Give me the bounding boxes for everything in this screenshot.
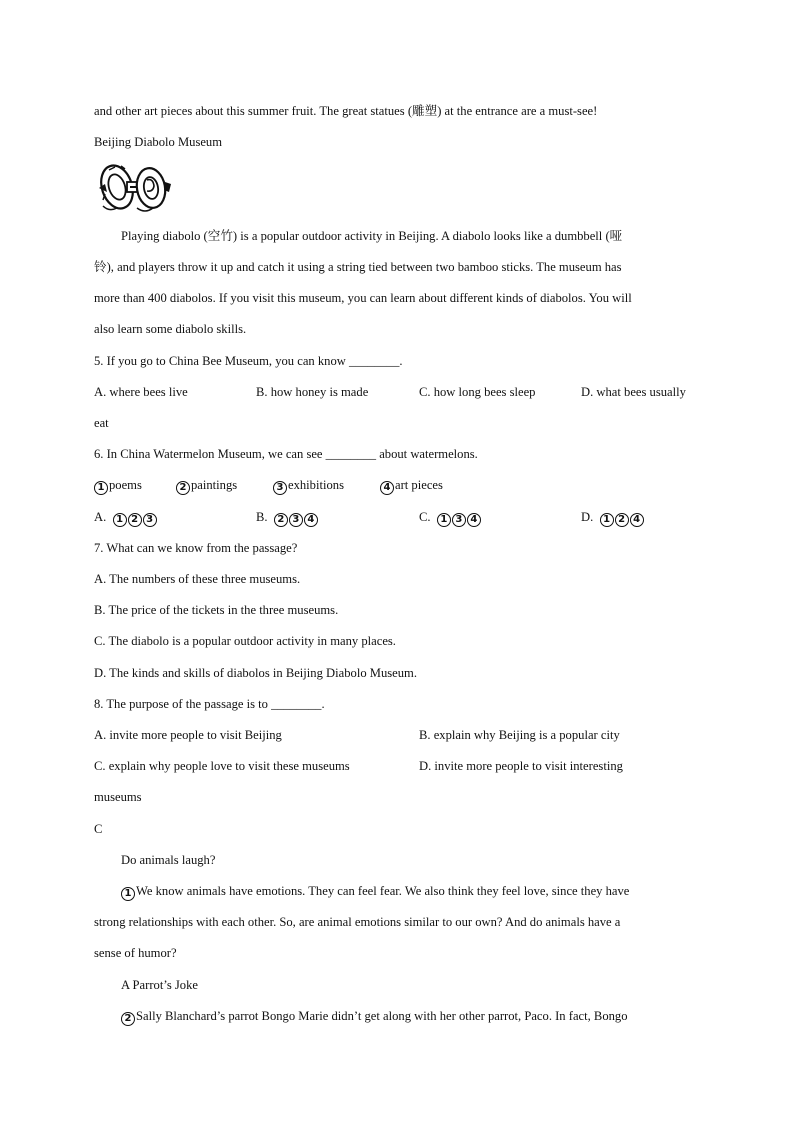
option-letter: D. xyxy=(581,510,594,524)
subheading: A Parrot’s Joke xyxy=(121,978,198,992)
q8-option-c: C. explain why people love to visit these museums xyxy=(94,759,350,773)
q6-option-d xyxy=(581,509,645,527)
circled-number-icon: 1 xyxy=(113,513,127,527)
q7-option-c: C. The diabolo is a popular outdoor activity in many places. xyxy=(94,634,396,648)
diabolo-paragraph-line: 铃), and players throw it up and catch it using a string tied between two bamboo sticks. The museum has xyxy=(94,260,622,274)
question-6-stem: 6. In China Watermelon Museum, we can see ________ about watermelons. xyxy=(94,447,478,461)
q7-option-a: A. The numbers of these three museums. xyxy=(94,572,301,586)
circled-number-icon: 3 xyxy=(289,513,303,527)
circled-number-icon: 4 xyxy=(630,513,644,527)
q8-option-d: D. invite more people to visit interesting xyxy=(419,759,623,773)
q8-option-a: A. invite more people to visit Beijing xyxy=(94,728,282,742)
circled-number-icon: 1 xyxy=(121,887,135,901)
circled-number-icon: 3 xyxy=(452,513,466,527)
circled-number-icon: 4 xyxy=(380,481,394,495)
q6-item-1 xyxy=(94,477,142,495)
circled-number-icon: 2 xyxy=(176,481,190,495)
q6-option-b xyxy=(256,509,319,527)
paragraph-1-line xyxy=(121,883,629,901)
question-7-stem: 7. What can we know from the passage? xyxy=(94,541,298,555)
q6-item-3 xyxy=(273,477,344,495)
passage-title: Do animals laugh? xyxy=(121,853,216,867)
paragraph-2-line xyxy=(121,1008,628,1026)
circled-number-icon: 2 xyxy=(128,513,142,527)
circled-number-icon: 2 xyxy=(615,513,629,527)
q5-option-d: D. what bees usually xyxy=(581,385,686,399)
q6-item-4 xyxy=(380,477,443,495)
prev-paragraph-line: and other art pieces about this summer fruit. The great statues (雕塑) at the entrance are a must-see! xyxy=(94,104,598,118)
q5-option-d-wrap: eat xyxy=(94,416,109,430)
diabolo-illustration xyxy=(97,158,173,216)
q6-item-text: paintings xyxy=(191,478,238,492)
paragraph-text: Sally Blanchard’s parrot Bongo Marie didn’t get along with her other parrot, Paco. In fact, Bongo xyxy=(136,1009,628,1023)
question-5-stem: 5. If you go to China Bee Museum, you can know ________. xyxy=(94,354,403,368)
q5-option-c: C. how long bees sleep xyxy=(419,385,536,399)
q5-option-a: A. where bees live xyxy=(94,385,188,399)
q6-item-text: exhibitions xyxy=(288,478,344,492)
circled-number-icon: 1 xyxy=(94,481,108,495)
option-letter: A. xyxy=(94,510,107,524)
option-letter: B. xyxy=(256,510,268,524)
q6-option-c xyxy=(419,509,482,527)
q7-option-b: B. The price of the tickets in the three museums. xyxy=(94,603,339,617)
circled-number-icon: 2 xyxy=(274,513,288,527)
diabolo-paragraph-line: also learn some diabolo skills. xyxy=(94,322,247,336)
diabolo-paragraph-line: Playing diabolo (空竹) is a popular outdoor activity in Beijing. A diabolo looks like a dumbbell (哑 xyxy=(121,229,623,243)
paragraph-text: We know animals have emotions. They can feel fear. We also think they feel love, since they have xyxy=(136,884,630,898)
option-letter: C. xyxy=(419,510,431,524)
q6-item-text: art pieces xyxy=(395,478,443,492)
question-8-stem: 8. The purpose of the passage is to ________. xyxy=(94,697,325,711)
circled-number-icon: 4 xyxy=(304,513,318,527)
q6-item-text: poems xyxy=(109,478,142,492)
q8-option-b: B. explain why Beijing is a popular city xyxy=(419,728,620,742)
museum-heading: Beijing Diabolo Museum xyxy=(94,135,223,149)
q7-option-d: D. The kinds and skills of diabolos in Beijing Diabolo Museum. xyxy=(94,666,417,680)
q8-option-d-wrap: museums xyxy=(94,790,142,804)
q5-option-b: B. how honey is made xyxy=(256,385,369,399)
circled-number-icon: 3 xyxy=(273,481,287,495)
q6-option-a xyxy=(94,509,158,527)
circled-number-icon: 4 xyxy=(467,513,481,527)
paragraph-1-line: sense of humor? xyxy=(94,946,177,960)
diabolo-paragraph-line: more than 400 diabolos. If you visit this museum, you can learn about different kinds of diabolos. You will xyxy=(94,291,632,305)
circled-number-icon: 3 xyxy=(143,513,157,527)
paragraph-1-line: strong relationships with each other. So, are animal emotions similar to our own? And do animals have a xyxy=(94,915,621,929)
section-label: C xyxy=(94,822,103,836)
circled-number-icon: 1 xyxy=(437,513,451,527)
q6-item-2 xyxy=(176,477,237,495)
circled-number-icon: 2 xyxy=(121,1012,135,1026)
circled-number-icon: 1 xyxy=(600,513,614,527)
